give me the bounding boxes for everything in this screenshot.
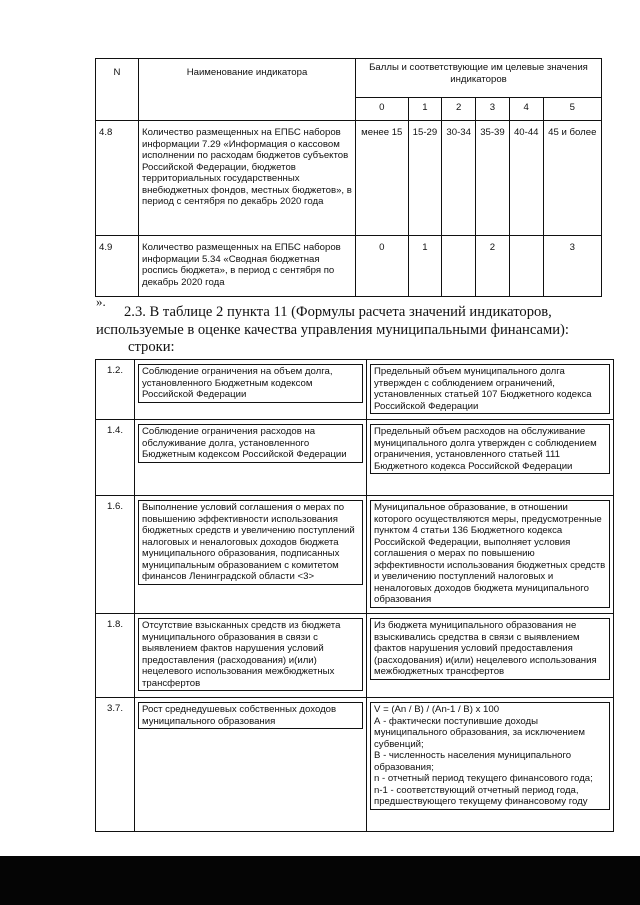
indicator-description bbox=[367, 614, 614, 698]
row-number: 1.6. bbox=[96, 496, 135, 614]
score-value-1: 15-29 bbox=[408, 121, 442, 236]
row-number: 3.7. bbox=[96, 698, 135, 832]
indicator-name bbox=[135, 360, 367, 420]
indicator-name bbox=[135, 698, 367, 832]
header-n: N bbox=[96, 59, 139, 121]
score-col-3: 3 bbox=[476, 98, 510, 121]
formula-box bbox=[370, 702, 610, 810]
score-value-4: 40-44 bbox=[509, 121, 543, 236]
paragraph-line-3: строки: bbox=[128, 339, 175, 355]
indicator-name bbox=[135, 614, 367, 698]
score-value-5: 3 bbox=[543, 236, 601, 297]
score-value-3: 2 bbox=[476, 236, 510, 297]
indicator-name-text: Соблюдение ограничения на объем долга, установленного Бюджетным кодексом Российской Федерации bbox=[138, 364, 363, 403]
indicator-description bbox=[367, 496, 614, 614]
table-row bbox=[96, 698, 614, 832]
formulas-table bbox=[95, 359, 614, 832]
indicator-name-text: Соблюдение ограничения расходов на обслуживание долга, установленного Бюджетным кодексом Российской Федерации bbox=[138, 424, 363, 463]
score-value-3: 35-39 bbox=[476, 121, 510, 236]
row-number: 1.2. bbox=[96, 360, 135, 420]
formula-term-b: В - численность населения муниципального образования; bbox=[374, 750, 572, 773]
formula-term-a: А - фактически поступившие доходы муниципального образования, за исключением субвенций; bbox=[374, 715, 585, 750]
amendment-paragraph bbox=[96, 304, 606, 357]
table-row bbox=[96, 236, 602, 297]
score-value-0: менее 15 bbox=[356, 121, 409, 236]
score-value-4 bbox=[509, 236, 543, 297]
indicator-description bbox=[367, 698, 614, 832]
score-value-2 bbox=[442, 236, 476, 297]
score-col-5: 5 bbox=[543, 98, 601, 121]
formula-term-n-1: n-1 - соответствующий отчетный период года, предшествующего текущему финансовому году bbox=[374, 784, 588, 807]
table-row bbox=[96, 420, 614, 496]
indicator-name: Количество размещенных на ЕПБС наборов информации 5.34 «Сводная бюджетная роспись бюджета», в период с сентября по декабрь 2020 года bbox=[139, 236, 356, 297]
score-col-1: 1 bbox=[408, 98, 442, 121]
indicator-name: Количество размещенных на ЕПБС наборов информации 7.29 «Информация о кассовом исполнении по расходам бюджетов субъектов Российской Федерации, бюджетов территориальных государственных внебюджетных фондов, местных бюджетов», в период с сентября по декабрь 2020 года bbox=[139, 121, 356, 236]
indicator-description-text: Из бюджета муниципального образования не взыскивались средства в связи с выявлением фактов нарушения условий предоставления (расходования) и(или) нецелевого использования межбюджетных трансфертов bbox=[370, 618, 610, 680]
score-col-0: 0 bbox=[356, 98, 409, 121]
closing-quote: ». bbox=[96, 294, 106, 309]
scan-border-bottom bbox=[0, 856, 640, 905]
formula-term-n: n - отчетный период текущего финансового года; bbox=[374, 773, 593, 784]
indicator-description-text: Предельный объем муниципального долга утвержден с соблюдением ограничений, установленных статьей 107 Бюджетного кодекса Российской Федерации bbox=[370, 364, 610, 414]
indicator-scores-table bbox=[95, 58, 602, 297]
indicator-description-text: Муниципальное образование, в отношении которого осуществляются меры, предусмотренные пунктом 4 статьи 136 Бюджетного кодекса Российской Федерации, выполняет условия соглашения о мерах по повышению эффективности использования бюджетных средств и увеличению поступлений налоговых и неналоговых доходов бюджета муниципального образования bbox=[370, 500, 610, 608]
paragraph-line-2: используемые в оценке качества управления муниципальными финансами): bbox=[96, 321, 569, 338]
indicator-name-text: Выполнение условий соглашения о мерах по повышению эффективности использования бюджетных средств и увеличению поступлений налоговых и неналоговых доходов бюджета муниципального образования, подписанных муниципальным образованием с комитетом финансов Ленинградской области <3> bbox=[138, 500, 363, 585]
indicator-description-text: Предельный объем расходов на обслуживание муниципального долга утвержден с соблюдением ограничения, установленного статьей 111 Бюджетного кодекса Российской Федерации bbox=[370, 424, 610, 474]
score-col-2: 2 bbox=[442, 98, 476, 121]
score-value-1: 1 bbox=[408, 236, 442, 297]
score-value-0: 0 bbox=[356, 236, 409, 297]
indicator-description bbox=[367, 420, 614, 496]
row-number: 1.4. bbox=[96, 420, 135, 496]
header-indicator-name: Наименование индикатора bbox=[139, 59, 356, 121]
table-row bbox=[96, 614, 614, 698]
indicator-name-text: Рост среднедушевых собственных доходов муниципального образования bbox=[138, 702, 363, 729]
header-scores: Баллы и соответствующие им целевые значения индикаторов bbox=[356, 59, 602, 98]
indicator-name bbox=[135, 496, 367, 614]
row-number: 4.8 bbox=[96, 121, 139, 236]
row-number: 4.9 bbox=[96, 236, 139, 297]
indicator-name-text: Отсутствие взысканных средств из бюджета муниципального образования в связи с выявлением фактов нарушения условий предоставления (расходования) и(или) нецелевого использования межбюджетных трансфертов bbox=[138, 618, 363, 691]
indicator-name bbox=[135, 420, 367, 496]
table-row bbox=[96, 121, 602, 236]
score-col-4: 4 bbox=[509, 98, 543, 121]
score-value-5: 45 и более bbox=[543, 121, 601, 236]
score-value-2: 30-34 bbox=[442, 121, 476, 236]
table-row bbox=[96, 496, 614, 614]
paragraph-line-1: 2.3. В таблице 2 пункта 11 (Формулы расчета значений индикаторов, bbox=[124, 304, 552, 320]
indicator-description bbox=[367, 360, 614, 420]
formula: V = (An / B) / (An-1 / B) x 100 bbox=[374, 704, 500, 715]
table-row bbox=[96, 360, 614, 420]
row-number: 1.8. bbox=[96, 614, 135, 698]
table-header-row bbox=[96, 59, 602, 98]
